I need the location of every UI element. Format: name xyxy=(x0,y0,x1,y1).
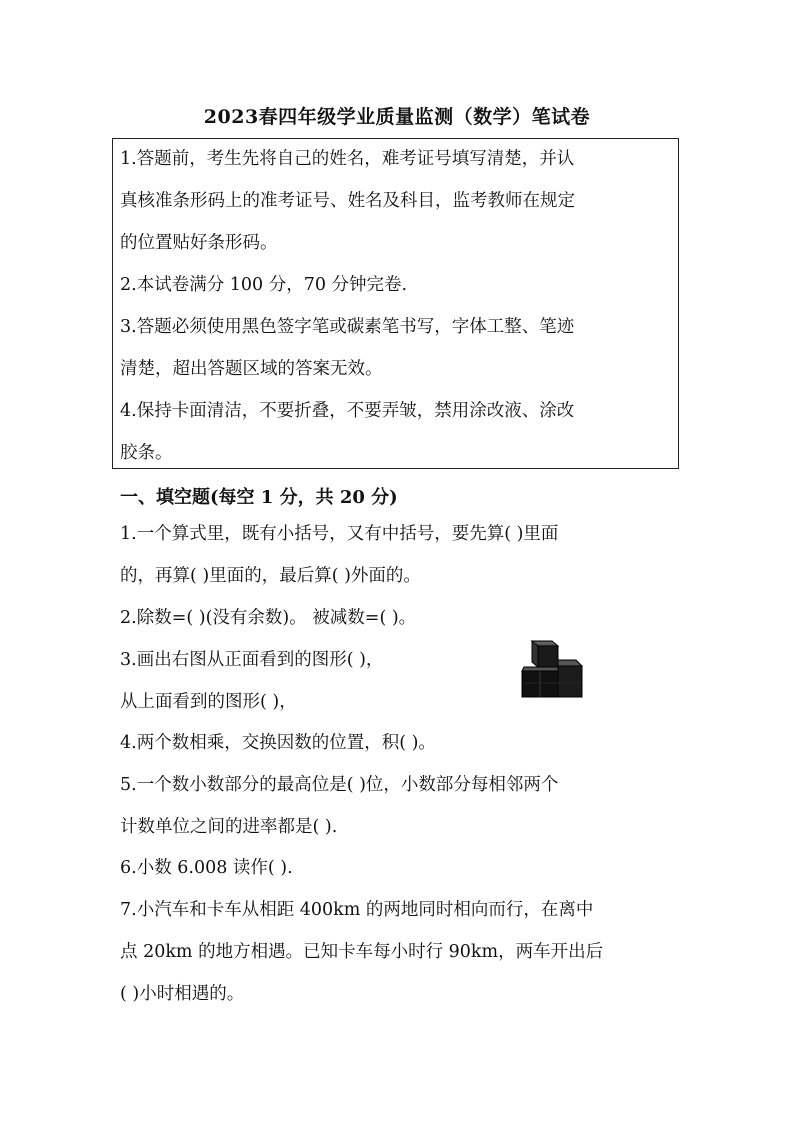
question-line: 4.两个数相乘，交换因数的位置，积( )。 xyxy=(120,733,436,753)
question-line: 从上面看到的图形( )， xyxy=(120,692,297,712)
question-line: 2.除数=( )(没有余数)。 被减数=( )。 xyxy=(120,608,417,628)
question-line: 1.一个算式里，既有小括号，又有中括号，要先算( )里面 xyxy=(120,524,559,544)
instruction-line: 3.答题必须使用黑色签字笔或碳素笔书写，字体工整、笔迹 xyxy=(120,317,575,337)
instruction-line: 胶条。 xyxy=(120,443,173,463)
instruction-line: 2.本试卷满分 100 分，70 分钟完卷. xyxy=(120,275,408,295)
question-line: 的，再算( )里面的，最后算( )外面的。 xyxy=(120,566,421,586)
question-line: 5.一个数小数部分的最高位是( )位，小数部分每相邻两个 xyxy=(120,775,559,795)
question-line: 点 20km 的地方相遇。已知卡车每小时行 90km，两车开出后 xyxy=(120,942,604,962)
question-line: 7.小汽车和卡车从相距 400km 的两地同时相向而行，在离中 xyxy=(120,900,594,920)
question-line: 计数单位之间的进率都是( ). xyxy=(120,817,338,837)
question-line: 6.小数 6.008 读作( ). xyxy=(120,858,293,878)
section-heading-fill-in: 一、填空题(每空 1 分，共 20 分) xyxy=(120,487,398,508)
question-line: ( )小时相遇的。 xyxy=(120,984,245,1004)
instruction-line: 清楚，超出答题区域的答案无效。 xyxy=(120,359,383,379)
exam-title: 2023春四年级学业质量监测（数学）笔试卷 xyxy=(203,106,591,128)
instruction-line: 4.保持卡面清洁，不要折叠，不要弄皱，禁用涂改液、涂改 xyxy=(120,401,575,421)
question-line: 3.画出右图从正面看到的图形( )， xyxy=(120,650,384,670)
instruction-line: 的位置贴好条形码。 xyxy=(120,233,278,253)
instruction-line: 真核准条形码上的准考证号、姓名及科目，监考教师在规定 xyxy=(120,191,575,211)
instruction-line: 1.答题前，考生先将自己的姓名，难考证号填写清楚，并认 xyxy=(120,149,575,169)
cube-stack-figure xyxy=(518,639,584,699)
